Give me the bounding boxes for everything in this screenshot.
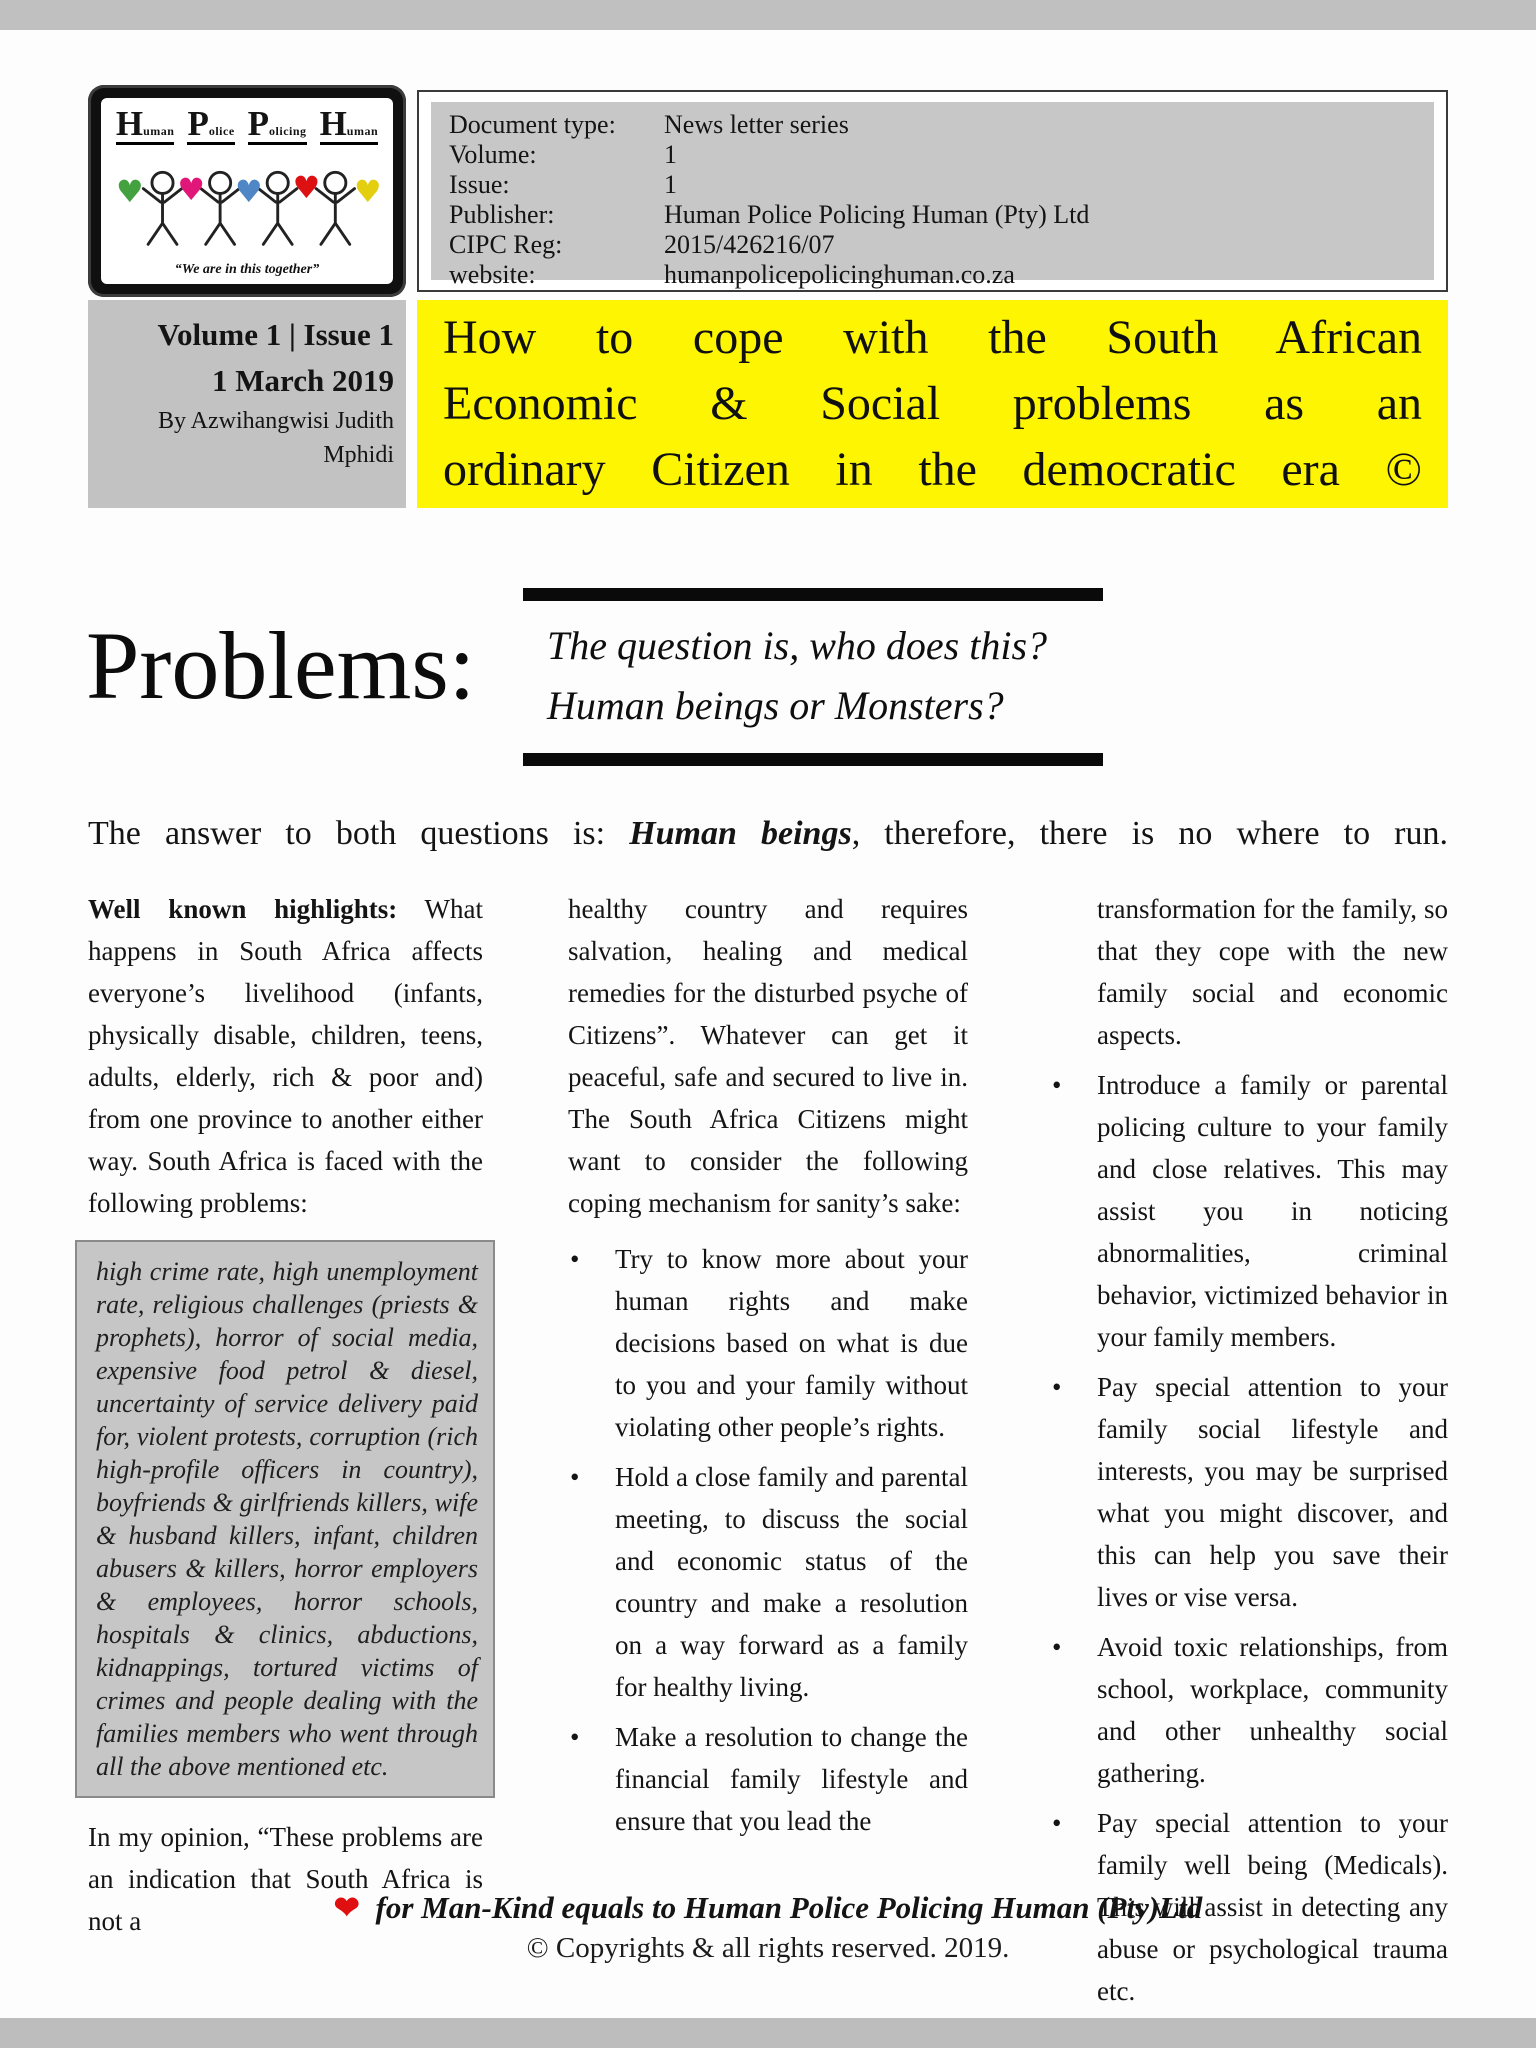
hpph-wordmark xyxy=(116,106,378,145)
meta-value: Human Police Policing Human (Pty) Ltd xyxy=(664,200,1090,229)
coping-intro-paragraph: healthy country and requires salvation, healing and medical remedies for the disturbed psyche of Citizens”. Whatever can get it peaceful, safe and secured to live in. The South Africa Citizens might want to consider the following coping mechanism for sanity’s sake: xyxy=(568,894,968,1218)
coping-list-continued xyxy=(1050,1064,1448,2012)
wordmark-policing xyxy=(248,106,307,145)
byline-line-1: By Azwihangwisi Judith xyxy=(157,408,394,434)
wordmark-cap: H xyxy=(319,104,347,143)
bottom-letterbox-bar xyxy=(0,2018,1536,2048)
meta-row-website xyxy=(449,260,1416,290)
answer-emphasis: Human beings xyxy=(629,815,852,852)
answer-line xyxy=(88,812,1448,856)
pull-quote xyxy=(523,588,1103,766)
meta-value: News letter series xyxy=(664,110,849,139)
well-known-highlights-text: What happens in South Africa affects everyone’s livelihood (infants, physically disable, children, teens, adults, elderly, rich & poor and) from one province to another either way. South Africa is faced with the following problems: xyxy=(88,894,483,1218)
answer-prefix: The answer to both questions is: xyxy=(88,815,630,852)
column-1 xyxy=(88,888,483,1942)
heart-icon: ♥ xyxy=(116,173,144,210)
heart-icon: ❤ xyxy=(333,1890,360,1925)
wordmark-small: uman xyxy=(346,124,379,138)
document-meta-panel xyxy=(431,102,1434,289)
list-item: • Make a resolution to change the financial family lifestyle and ensure that you lead the xyxy=(568,1716,968,1842)
byline-line-2: Mphidi xyxy=(323,442,394,468)
footer-slogan-text: for Man-Kind equals to Human Police Policing Human (Pty)Ltd xyxy=(367,1890,1203,1925)
heart-icon: ♥ xyxy=(235,173,263,210)
wordmark-cap: H xyxy=(115,104,144,143)
issue-date: 1 March 2019 xyxy=(212,363,394,398)
wordmark-cap: P xyxy=(247,104,270,143)
meta-value: 1 xyxy=(664,170,677,199)
footer xyxy=(0,1888,1536,1968)
bullet-continuation-paragraph: transformation for the family, so that they cope with the new family social and economic aspects. xyxy=(1097,894,1448,1050)
answer-suffix: , therefore, there is no where to run. xyxy=(851,815,1448,852)
meta-label: Document type: xyxy=(449,110,616,139)
article-title-line: How to cope with the South African xyxy=(443,311,1422,364)
meta-value: humanpolicepolicinghuman.co.za xyxy=(664,260,1015,289)
document-meta-box xyxy=(417,90,1448,292)
list-item: • Hold a close family and parental meeting, to discuss the social and economic status of the country and make a resolution on a way forward as a family for healthy living. xyxy=(568,1456,968,1708)
heart-icon: ♥ xyxy=(177,171,206,208)
opinion-paragraph: In my opinion, “These problems are an indication that South Africa is not a xyxy=(88,1822,483,1936)
column-2 xyxy=(568,888,968,1850)
column-3 xyxy=(1050,888,1448,2020)
well-known-highlights-label: Well known highlights: xyxy=(88,894,398,924)
wordmark-human-1 xyxy=(116,106,175,145)
article-title xyxy=(417,300,1448,508)
meta-label: Issue: xyxy=(449,170,510,199)
issue-info-box xyxy=(88,300,406,508)
list-item: • Pay special attention to your family well being (Medicals). This will assist in detecting any abuse or psychological trauma etc. xyxy=(1050,1802,1448,2012)
pull-quote-line-1: The question is, who does this? xyxy=(547,623,1048,668)
heart-icon: ♥ xyxy=(292,169,321,206)
article-title-line: ordinary Citizen in the democratic era © xyxy=(443,443,1422,496)
wordmark-human-2 xyxy=(320,106,379,145)
hpph-logo-panel xyxy=(101,98,393,284)
wordmark-police xyxy=(187,106,234,145)
meta-value: 2015/426216/07 xyxy=(664,230,835,259)
meta-row-document-type xyxy=(449,110,1416,140)
wordmark-small: olice xyxy=(208,124,235,138)
problems-heading: Problems: xyxy=(86,612,476,719)
meta-label: CIPC Reg: xyxy=(449,230,563,259)
wordmark-small: uman xyxy=(143,124,175,138)
heart-icon: ♥ xyxy=(354,173,382,210)
list-item: • Pay special attention to your family social lifestyle and interests, you may be surprised what you might discover, and this can help you save their lives or vise versa. xyxy=(1050,1366,1448,1618)
list-item: • Try to know more about your human rights and make decisions based on what is due to you and your family without violating other people’s rights. xyxy=(568,1238,968,1448)
meta-label: Publisher: xyxy=(449,200,555,229)
meta-row-cipc-reg xyxy=(449,230,1416,260)
wordmark-small: olicing xyxy=(269,124,307,138)
article-title-line: Economic & Social problems as an xyxy=(443,377,1422,430)
hpph-logo xyxy=(88,85,406,297)
stick-figures-hearts-illustration xyxy=(103,156,391,252)
list-item: • Avoid toxic relationships, from school, workplace, community and other unhealthy social gathering. xyxy=(1050,1626,1448,1794)
meta-label: website: xyxy=(449,260,536,289)
meta-row-issue xyxy=(449,170,1416,200)
footer-slogan xyxy=(0,1888,1536,1928)
list-item: • Introduce a family or parental policing culture to your family and close relatives. This may assist you in noticing abnormalities, criminal behavior, victimized behavior in your family members. xyxy=(1050,1064,1448,1358)
top-letterbox-bar xyxy=(0,0,1536,30)
logo-tagline: “We are in this together” xyxy=(174,262,320,277)
coping-list xyxy=(568,1238,968,1842)
meta-row-volume xyxy=(449,140,1416,170)
problems-list-box: high crime rate, high unemployment rate, religious challenges (priests & prophets), horror of social media, expensive food petrol & diesel, uncertainty of service delivery paid for, violent protests, corruption (rich high-profile officers in country), boyfriends & girlfriends killers, wife & husband killers, infant, children abusers & killers, horror employers & employees, horror schools, hospitals & clinics, abductions, kidnappings, tortured victims of crimes and people dealing with the families members who went through all the above mentioned etc. xyxy=(75,1240,495,1798)
well-known-highlights-paragraph xyxy=(88,888,483,1224)
pull-quote-line-2: Human beings or Monsters? xyxy=(547,683,1004,728)
wordmark-cap: P xyxy=(187,104,209,143)
meta-label: Volume: xyxy=(449,140,537,169)
meta-value: 1 xyxy=(664,140,677,169)
meta-row-publisher xyxy=(449,200,1416,230)
volume-issue-label: Volume 1 | Issue 1 xyxy=(157,317,394,352)
footer-copyright: © Copyrights & all rights reserved. 2019. xyxy=(526,1932,1010,1964)
